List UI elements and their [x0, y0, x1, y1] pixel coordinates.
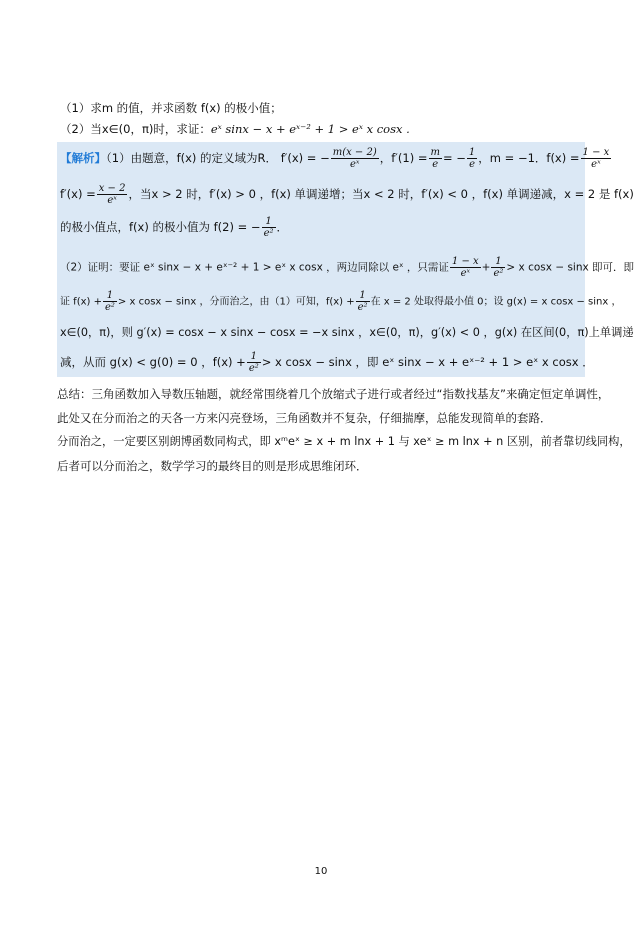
solution-line-2 [60, 183, 634, 206]
fraction [97, 183, 128, 206]
solution-line-7 [60, 351, 594, 374]
fraction-numerator: 1 [491, 256, 505, 268]
fraction-denominator: e² [357, 302, 368, 313]
fraction-denominator: e² [104, 302, 115, 313]
solution-text: ，f′(1) = [379, 151, 428, 165]
fraction [429, 147, 442, 170]
question-2 [60, 121, 410, 137]
fraction-numerator: 1 [247, 351, 261, 363]
question-2-prefix: （2）当x∈(0，π)时，求证： [60, 122, 211, 136]
summary-line-4: 后者可以分而治之，数学学习的最终目的则是形成思维闭环． [57, 459, 368, 473]
fraction [356, 290, 370, 313]
solution-text: > x cosx − sinx 即可．即 [506, 261, 635, 274]
summary-line-1: 总结：三角函数加入导数压轴题，就经常围绕着几个放缩式子进行或者经过“指数找基友”来确定恒定单调性， [57, 387, 610, 401]
solution-text: （1）由题意，f(x) 的定义域为R． f′(x) = − [106, 151, 330, 165]
fraction-numerator: x − 2 [98, 183, 126, 194]
solution-label: 【解析】 [60, 151, 106, 165]
solution-text: ，m = −1．f(x) = [478, 151, 580, 165]
solution-text: （2）证明：要证 eˣ sinx − x + eˣ⁻² + 1 > eˣ x cosx ，两边同除以 eˣ ，只需证 [60, 261, 449, 274]
fraction-numerator: 1 − x [451, 256, 479, 267]
solution-text: 减，从而 g(x) < g(0) = 0 ，f(x) + [60, 355, 246, 369]
solution-text: f′(x) = [60, 187, 96, 201]
fraction [103, 290, 117, 313]
fraction [262, 216, 276, 239]
fraction [450, 256, 481, 279]
fraction-denominator: e² [248, 363, 259, 374]
fraction-numerator: 1 [103, 290, 117, 302]
summary-line-3: 分而治之，一定要区别朗博函数同构式，即 xᵐeˣ ≥ x + m lnx + 1 与 xeˣ ≥ m lnx + n 区别，前者靠切线同构， [57, 435, 631, 448]
fraction-denominator: eˣ [460, 268, 471, 279]
fraction-denominator: e [432, 159, 439, 170]
fraction-numerator: m [430, 147, 440, 158]
fraction [467, 147, 477, 170]
solution-text: = − [442, 151, 466, 165]
fraction-denominator: e² [263, 228, 274, 239]
solution-text: 的极小值点，f(x) 的极小值为 f(2) = − [60, 220, 261, 234]
fraction-numerator: 1 [356, 290, 370, 302]
fraction-denominator: eˣ [591, 159, 601, 170]
question-2-formula: eˣ sinx − x + eˣ⁻² + 1 > eˣ x cosx . [210, 122, 410, 136]
question-1: （1）求m 的值，并求函数 f(x) 的极小值； [60, 101, 282, 115]
solution-text: > x cosx − sinx ，即 eˣ sinx − x + eˣ⁻² + 1 > eˣ x cosx ． [261, 355, 594, 369]
fraction-numerator: m(x − 2) [332, 147, 377, 158]
solution-text: 在 x = 2 处取得最小值 0；设 g(x) = x cosx − sinx ， [370, 296, 622, 308]
fraction [331, 147, 379, 170]
solution-text: > x cosx − sinx ，分而治之，由（1）可知，f(x) + [117, 296, 355, 308]
solution-text: 证 f(x) + [60, 296, 102, 308]
fraction-denominator: eˣ [350, 159, 360, 170]
fraction-denominator: eˣ [107, 195, 117, 206]
fraction-numerator: 1 [468, 147, 476, 158]
fraction-numerator: 1 [262, 216, 276, 228]
solution-line-3 [60, 216, 288, 239]
solution-line-4 [60, 256, 634, 279]
fraction-denominator: e [469, 159, 476, 170]
fraction-denominator: e² [493, 268, 504, 279]
fraction [491, 256, 505, 279]
summary-line-2: 此处又在分而治之的天各一方来闪亮登场，三角函数并不复杂，仔细揣摩，总能发现简单的套路． [57, 411, 552, 425]
fraction [247, 351, 261, 374]
solution-text: ． [276, 220, 288, 234]
solution-line-6: x∈(0，π)，则 g′(x) = cosx − x sinx − cosx = −x sinx ，x∈(0，π)，g′(x) < 0 ，g(x) 在区间(0，π)上单调递 [60, 326, 634, 339]
solution-line-5 [60, 290, 621, 313]
solution-text: ，当x > 2 时，f′(x) > 0 ，f(x) 单调递增；当x < 2 时，f′(x) < 0 ，f(x) 单调递减，x = 2 是 f(x) [128, 187, 634, 201]
fraction-numerator: 1 − x [582, 147, 610, 158]
solution-text: + [481, 261, 491, 274]
page-number: 10 [314, 866, 328, 877]
solution-line-1 [60, 147, 612, 170]
fraction [581, 147, 612, 170]
